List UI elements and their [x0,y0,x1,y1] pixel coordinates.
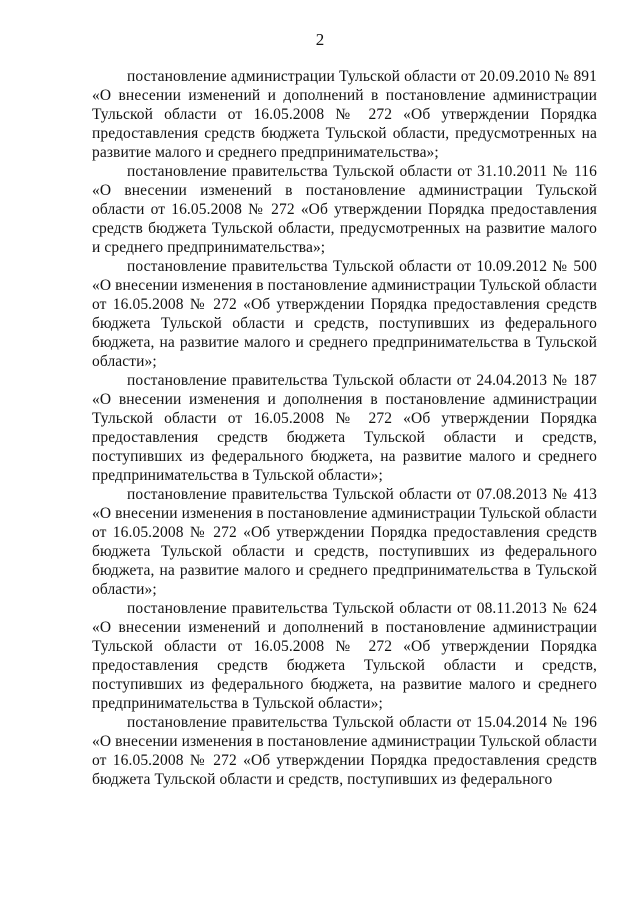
paragraph: постановление правительства Тульской области от 15.04.2014 № 196 «О внесении изменения в постановление администрации Тульской области от 16.05.2008 № 272 «Об утверждении Порядка предоставления средств бюджета Тульской области и средств, поступивших из федерального [92,714,597,788]
paragraph: постановление правительства Тульской области от 10.09.2012 № 500 «О внесении изменения в постановление администрации Тульской области от 16.05.2008 № 272 «Об утверждении Порядка предоставления средств бюджета Тульской области и средств, поступивших из федерального бюджета, на развитие малого и среднего предпринимательства в Тульской области»; [92,258,597,370]
paragraph: постановление правительства Тульской области от 07.08.2013 № 413 «О внесении изменения в постановление администрации Тульской области от 16.05.2008 № 272 «Об утверждении Порядка предоставления средств бюджета Тульской области и средств, поступивших из федерального бюджета, на развитие малого и среднего предпринимательства в Тульской области»; [92,486,597,598]
paragraph: постановление правительства Тульской области от 31.10.2011 № 116 «О внесении изменений в постановление администрации Тульской области от 16.05.2008 № 272 «Об утверждении Порядка предоставления средств бюджета Тульской области, предусмотренных на развитие малого и среднего предпринимательства»; [92,163,597,256]
document-body [92,67,597,789]
paragraph: постановление администрации Тульской области от 20.09.2010 № 891 «О внесении изменений и дополнений в постановление администрации Тульской области от 16.05.2008 № 272 «Об утверждении Порядка предоставления средств бюджета Тульской области, предусмотренных на развитие малого и среднего предпринимательства»; [92,68,597,161]
page-number: 2 [315,30,325,49]
paragraph: постановление правительства Тульской области от 24.04.2013 № 187 «О внесении изменения и дополнения в постановление администрации Тульской области от 16.05.2008 № 272 «Об утверждении Порядка предоставления средств бюджета Тульской области и средств, поступивших из федерального бюджета, на развитие малого и среднего предпринимательства в Тульской области»; [92,372,597,484]
paragraph: постановление правительства Тульской области от 08.11.2013 № 624 «О внесении изменений и дополнений в постановление администрации Тульской области от 16.05.2008 № 272 «Об утверждении Порядка предоставления средств бюджета Тульской области и средств, поступивших из федерального бюджета, на развитие малого и среднего предпринимательства в Тульской области»; [92,600,597,712]
